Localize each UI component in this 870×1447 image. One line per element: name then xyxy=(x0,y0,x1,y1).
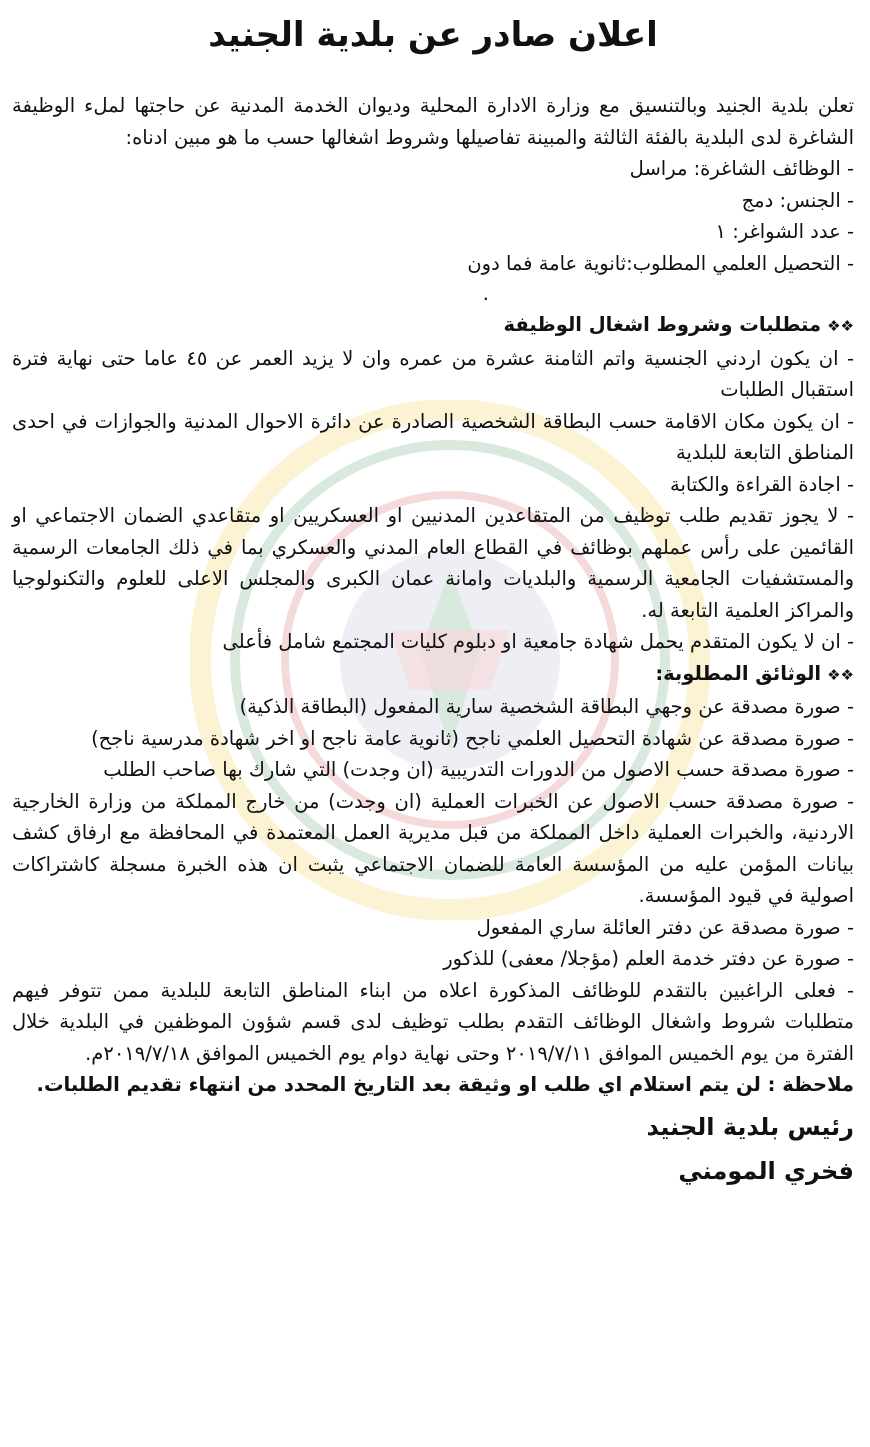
signature-block xyxy=(12,1105,854,1193)
diamond-bullet-icon: ❖❖ xyxy=(827,317,854,335)
document-item: - صورة مصدقة عن وجهي البطاقة الشخصية سارية المفعول (البطاقة الذكية) xyxy=(12,691,854,723)
stray-dot: . xyxy=(482,282,489,305)
requirement-item: - اجادة القراءة والكتابة xyxy=(12,469,854,501)
document-item: - صورة مصدقة حسب الاصول عن الخبرات العملية (ان وجدت) من خارج المملكة من وزارة الخارجية الاردنية، والخبرات العملية داخل المملكة من قبل مديرية العمل المعتمدة في المحافظة مع ارفاق كشف بيانات المؤمن عليه من المؤسسة العامة للضمان الاجتماعي يثبت ان هذه الخبرة مسجلة كاشتراكات اصولية في قيود المؤسسة. xyxy=(12,786,854,912)
intro-paragraph: تعلن بلدية الجنيد وبالتنسيق مع وزارة الادارة المحلية وديوان الخدمة المدنية عن حاجتها لملء الوظيفة الشاغرة لدى البلدية بالفئة الثالثة والمبينة تفاصيلها وشروط اشغالها حسب ما هو مبين ادناه: xyxy=(12,94,854,149)
closing-paragraph: - فعلى الراغبين بالتقدم للوظائف المذكورة اعلاه من ابناء المناطق التابعة للبلدية ممن تتوفر فيهم متطلبات شروط واشغال الوظائف التقدم بطلب توظيف لدى قسم شؤون الموظفين في البلدية خلال الفترة من يوم الخميس الموافق ٢٠١٩/٧/١١ وحتى نهاية دوام يوم الخميس الموافق ٢٠١٩/٧/١٨م. xyxy=(12,975,854,1070)
document-item: - صورة مصدقة عن شهادة التحصيل العلمي ناجح (ثانوية عامة ناجح او اخر شهادة مدرسية ناجح) xyxy=(12,723,854,755)
announcement-title: اعلان صادر عن بلدية الجنيد xyxy=(208,15,658,55)
document-item: - صورة مصدقة عن دفتر العائلة ساري المفعول xyxy=(12,912,854,944)
signature-name: فخري المومني xyxy=(678,1156,854,1185)
requirements-heading-text: متطلبات وشروط اشغال الوظيفة xyxy=(503,313,822,336)
document-item: - صورة مصدقة حسب الاصول من الدورات التدريبية (ان وجدت) التي شارك بها صاحب الطلب xyxy=(12,754,854,786)
documents-list xyxy=(12,691,854,975)
requirements-list xyxy=(12,343,854,658)
note-text: ملاحظة : لن يتم استلام اي طلب او وثيقة بعد التاريخ المحدد من انتهاء تقديم الطلبات. xyxy=(36,1073,854,1096)
documents-heading xyxy=(12,658,854,692)
requirement-item: - ان يكون اردني الجنسية واتم الثامنة عشرة من عمره وان لا يزيد العمر عن ٤٥ عاما حتى نهاية فترة استقبال الطلبات xyxy=(12,343,854,406)
signature-role: رئيس بلدية الجنيد xyxy=(646,1112,854,1141)
job-detail-item: - الوظائف الشاغرة: مراسل xyxy=(12,153,854,185)
job-detail-item: - الجنس: دمج xyxy=(12,185,854,217)
job-detail-item: - عدد الشواغر: ١ xyxy=(12,216,854,248)
documents-heading-text: الوثائق المطلوبة: xyxy=(655,661,822,685)
requirement-item: - ان لا يكون المتقدم يحمل شهادة جامعية او دبلوم كليات المجتمع شامل فأعلى xyxy=(12,626,854,658)
job-details-list xyxy=(12,153,854,279)
requirement-item: - ان يكون مكان الاقامة حسب البطاقة الشخصية الصادرة عن دائرة الاحوال المدنية والجوازات في احدى المناطق التابعة للبلدية xyxy=(12,406,854,469)
diamond-bullet-icon: ❖❖ xyxy=(827,665,854,684)
requirements-heading xyxy=(12,309,854,343)
document-item: - صورة عن دفتر خدمة العلم (مؤجلا/ معفى) للذكور xyxy=(12,943,854,975)
job-detail-item: - التحصيل العلمي المطلوب:ثانوية عامة فما دون xyxy=(12,248,854,280)
requirement-item: - لا يجوز تقديم طلب توظيف من المتقاعدين المدنيين او العسكريين او متقاعدي الضمان الاجتماعي او القائمين على رأس عملهم بوظائف في القطاع العام المدني والعسكري بما في ذلك الجامعات الرسمية والمستشفيات الجامعية الرسمية والبلديات وامانة عمان الكبرى والمجلس الاعلى للعلوم والتكنولوجيا والمراكز العلمية التابعة له. xyxy=(12,500,854,626)
